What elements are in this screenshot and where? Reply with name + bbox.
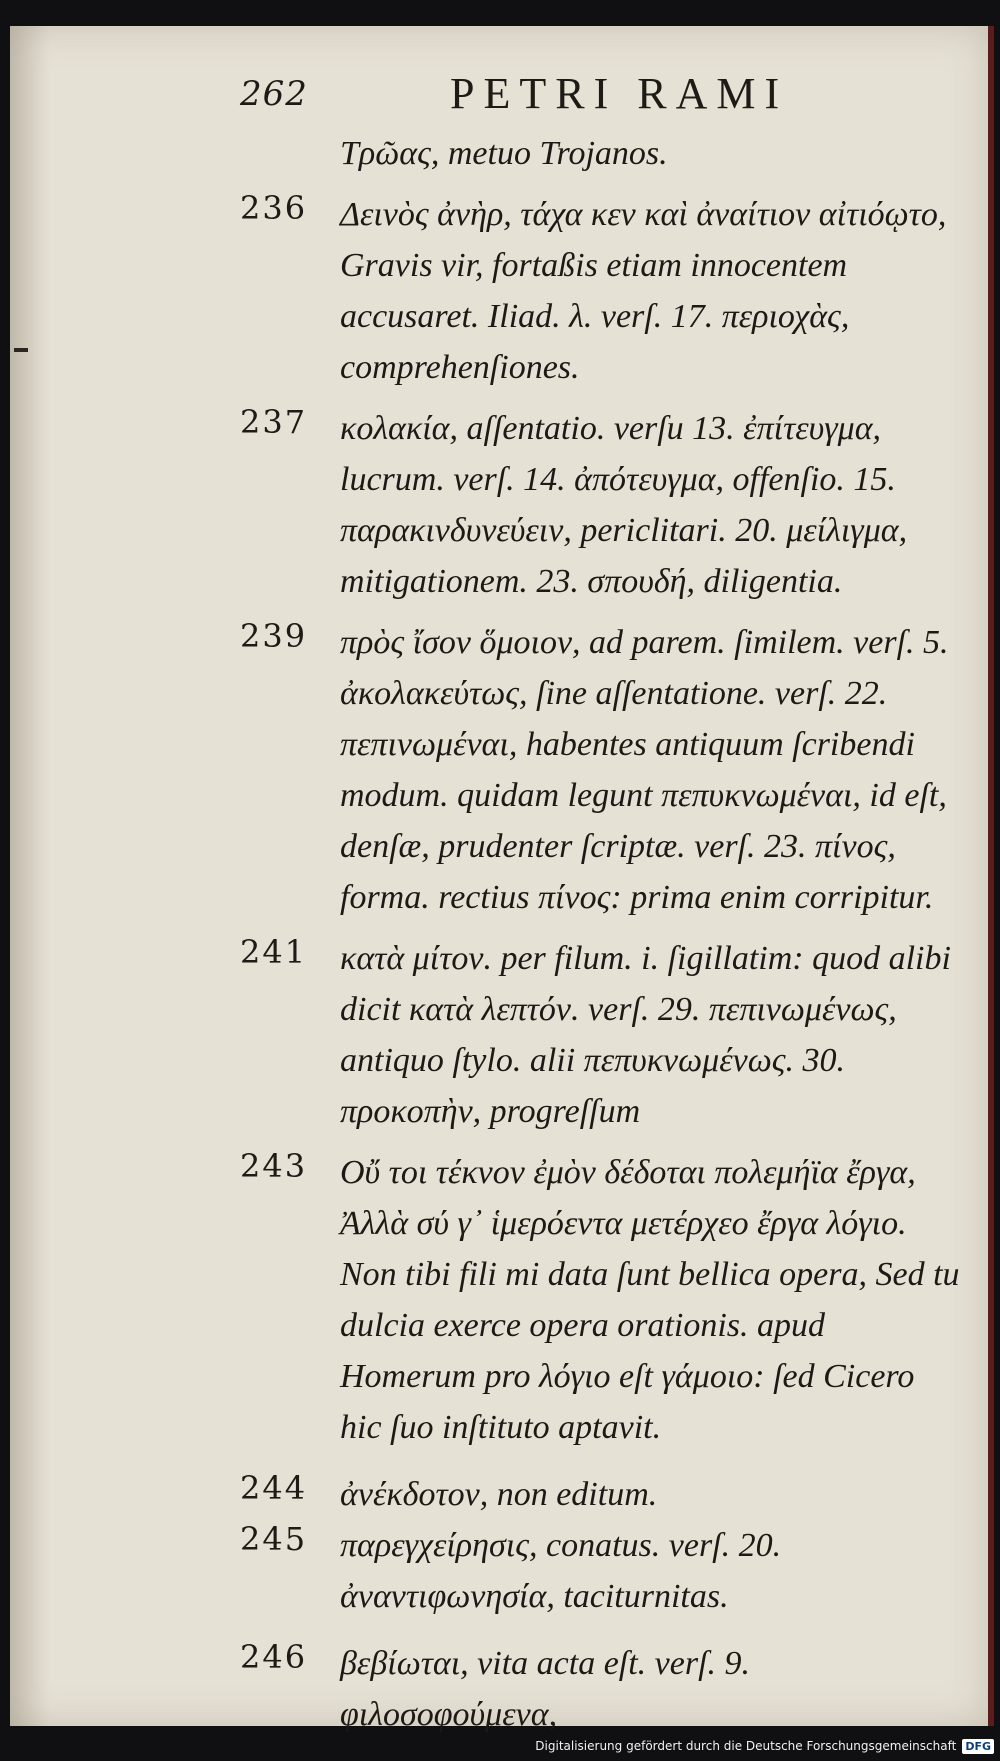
entry-number: 243 — [240, 1147, 308, 1185]
entry-number: 237 — [240, 403, 308, 441]
entry-continuation — [240, 128, 960, 179]
entry-text: βεβίωται, vita acta eſt. verſ. 9. φιλοσοφούμενα, — [340, 1645, 751, 1733]
dfg-logo-icon: DFG — [962, 1739, 994, 1754]
entry-number: 236 — [240, 189, 308, 227]
page-number: 262 — [240, 74, 308, 114]
entry-246 — [240, 1638, 960, 1740]
running-head: PETRI RAMI — [450, 69, 789, 118]
entry-244 — [240, 1469, 960, 1520]
entry-number: 246 — [240, 1638, 308, 1676]
entry-text: Οὔ τοι τέκνον ἐμὸν δέδοται πολεμήϊα ἔργα, Ἀλλὰ σύ γ᾽ ἱμερόεντα μετέρχεο ἔργα λόγιο. Non tibi fili mi data ſunt bellica opera, Sed tu dulcia exerce opera orationis. apud Homerum pro λόγιο eſt γάμοιο: ſed Cicero hic ſuo inſtituto aptavit. — [340, 1154, 960, 1446]
commentary-text — [240, 128, 960, 1740]
entry-text: κατὰ μίτον. per filum. i. ſigillatim: quod alibi dicit κατὰ λεπτόν. verſ. 29. πεπινωμένως, antiquo ſtylo. alii πεπυκνωμένως. 30. προκοπὴν, progreſſum — [340, 940, 951, 1130]
entry-number: 244 — [240, 1469, 308, 1507]
margin-mark — [14, 348, 28, 352]
entry-239 — [240, 617, 960, 923]
digitization-footer — [535, 1735, 994, 1757]
entry-text: Δεινὸς ἀνὴρ, τάχα κεν καὶ ἀναίτιον αἰτιόῳτο, Gravis vir, fortaßis etiam innocentem accusaret. Iliad. λ. verſ. 17. περιοχὰς, comprehenſiones. — [340, 196, 947, 386]
funding-credit: Digitalisierung gefördert durch die Deutsche Forschungsgemeinschaft — [535, 1739, 957, 1753]
entry-241 — [240, 933, 960, 1137]
entry-number: 239 — [240, 617, 308, 655]
entry-text: παρεγχείρησις, conatus. verſ. 20. ἀναντιφωνησία, taciturnitas. — [340, 1527, 782, 1615]
entry-237 — [240, 403, 960, 607]
entry-245 — [240, 1520, 960, 1622]
entry-text: ἀνέκδοτον, non editum. — [340, 1476, 658, 1513]
entry-number: 241 — [240, 933, 308, 971]
entry-number: 245 — [240, 1520, 308, 1558]
entry-236 — [240, 189, 960, 393]
entry-text: πρὸς ἴσον ὅμοιον, ad parem. ſimilem. verſ. 5. ἀκολακεύτως, ſine aſſentatione. verſ. 22. πεπινωμέναι, habentes antiquum ſcribendi modum. quidam legunt πεπυκνωμέναι, id eſt, denſæ, prudenter ſcriptæ. verſ. 23. πίνος, forma. rectius πίνος: prima enim corripitur. — [340, 624, 949, 916]
entry-text: Τρῶας, metuo Trojanos. — [340, 135, 668, 172]
page-header — [240, 66, 800, 126]
entry-243 — [240, 1147, 960, 1453]
entry-text: κολακία, aſſentatio. verſu 13. ἐπίτευγμα, lucrum. verſ. 14. ἀπότευγμα, offenſio. 15. παρακινδυνεύειν, periclitari. 20. μείλιγμα, mitigationem. 23. σπουδή, diligentia. — [340, 410, 908, 600]
